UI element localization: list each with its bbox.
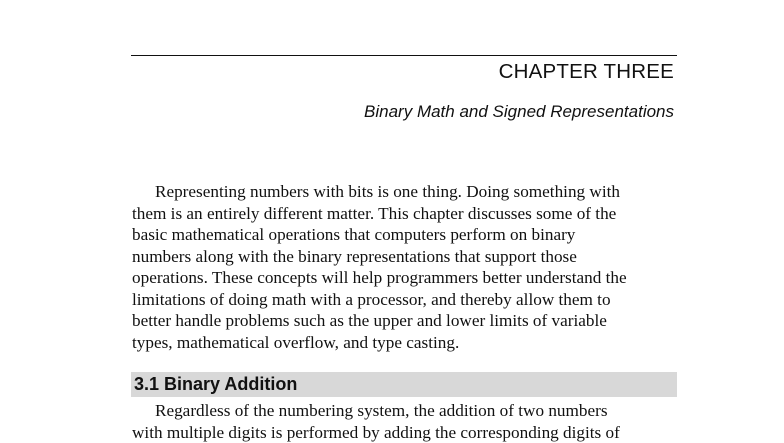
- paragraph-line: Regardless of the numbering system, the addition of two numbers: [132, 400, 678, 422]
- paragraph-line: them is an entirely different matter. This chapter discusses some of the: [132, 203, 678, 225]
- paragraph-line: limitations of doing math with a processor, and thereby allow them to: [132, 289, 678, 311]
- chapter-subtitle: Binary Math and Signed Representations: [364, 102, 674, 122]
- chapter-rule: [131, 55, 677, 56]
- paragraph-line: Representing numbers with bits is one thing. Doing something with: [132, 181, 678, 203]
- paragraph-line: types, mathematical overflow, and type casting.: [132, 332, 678, 354]
- paragraph-line: better handle problems such as the upper and lower limits of variable: [132, 310, 678, 332]
- section-heading: 3.1 Binary Addition: [134, 373, 297, 395]
- paragraph-line: with multiple digits is performed by adding the corresponding digits of: [132, 422, 678, 443]
- paragraph-line: numbers along with the binary representations that support those: [132, 246, 678, 268]
- intro-paragraph: [132, 181, 678, 353]
- paragraph-line: basic mathematical operations that computers perform on binary: [132, 224, 678, 246]
- paragraph-line: operations. These concepts will help programmers better understand the: [132, 267, 678, 289]
- chapter-heading: CHAPTER THREE: [499, 60, 674, 84]
- section-paragraph: [132, 400, 678, 443]
